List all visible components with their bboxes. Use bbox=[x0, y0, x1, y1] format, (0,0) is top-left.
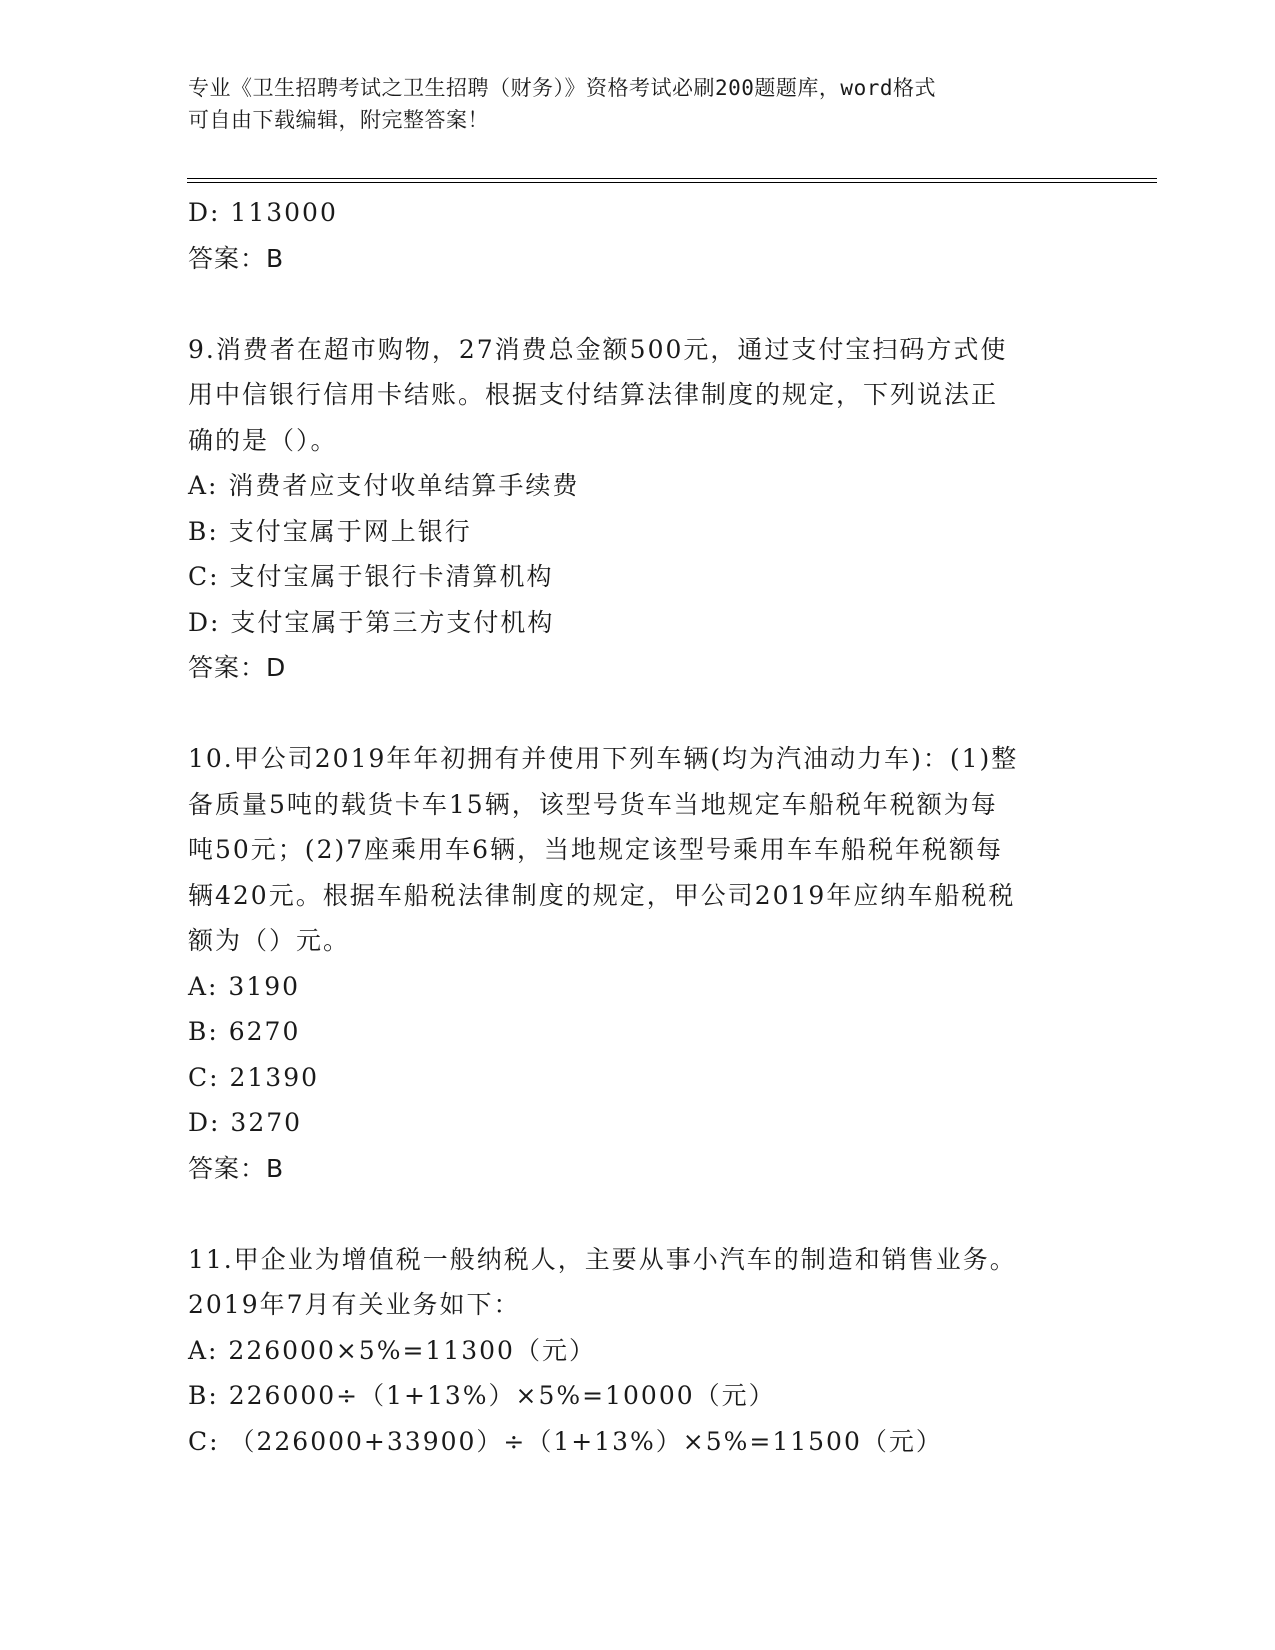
q11-option-c: C: （226000+33900）÷（1+13%）×5%=11500（元） bbox=[188, 1426, 943, 1456]
q10-option-a: A: 3190 bbox=[188, 971, 301, 1001]
q11-option-a: A: 226000×5%=11300（元） bbox=[188, 1335, 596, 1365]
header-divider-bottom bbox=[187, 182, 1157, 183]
q8-option-d: D: 113000 bbox=[188, 198, 338, 227]
q9-option-b: B: 支付宝属于网上银行 bbox=[188, 516, 472, 546]
spacer bbox=[188, 691, 1088, 737]
header-title-line-1: 专业《卫生招聘考试之卫生招聘（财务）》资格考试必刷200题题库，word格式 bbox=[188, 76, 936, 100]
question-content bbox=[188, 190, 1088, 1464]
q11-stem-line-2: 2019年7月有关业务如下： bbox=[188, 1290, 521, 1319]
page-header bbox=[188, 72, 1088, 136]
q9-stem-line-3: 确的是（）。 bbox=[188, 425, 338, 455]
q9-option-c: C: 支付宝属于银行卡清算机构 bbox=[188, 562, 554, 591]
q10-option-d: D: 3270 bbox=[188, 1108, 303, 1137]
q9-stem-line-1: 9.消费者在超市购物，27消费总金额500元，通过支付宝扫码方式使 bbox=[188, 334, 1008, 364]
q10-stem-line-3: 吨50元；(2)7座乘用车6辆，当地规定该型号乘用车车船税年税额每 bbox=[188, 835, 1004, 864]
header-divider-top bbox=[187, 178, 1157, 179]
q10-option-b: B: 6270 bbox=[188, 1017, 301, 1046]
q10-answer: 答案：B bbox=[188, 1153, 285, 1183]
q9-answer: 答案：D bbox=[188, 653, 287, 682]
q10-stem-line-1: 10.甲公司2019年年初拥有并使用下列车辆(均为汽油动力车)：(1)整 bbox=[188, 744, 1019, 773]
q10-stem-line-5: 额为（）元。 bbox=[188, 926, 351, 955]
q8-answer: 答案：B bbox=[188, 243, 285, 273]
q9-option-d: D: 支付宝属于第三方支付机构 bbox=[188, 607, 555, 637]
q11-stem-line-1: 11.甲企业为增值税一般纳税人，主要从事小汽车的制造和销售业务。 bbox=[188, 1244, 1017, 1274]
q10-stem-line-2: 备质量5吨的载货卡车15辆，该型号货车当地规定车船税年税额为每 bbox=[188, 789, 998, 819]
q10-stem-line-4: 辆420元。根据车船税法律制度的规定，甲公司2019年应纳车船税税 bbox=[188, 880, 1016, 910]
q9-option-a: A: 消费者应支付收单结算手续费 bbox=[188, 471, 580, 500]
spacer bbox=[188, 1191, 1088, 1237]
q11-option-b: B: 226000÷（1+13%）×5%=10000（元） bbox=[188, 1381, 776, 1410]
spacer bbox=[188, 281, 1088, 327]
q10-option-c: C: 21390 bbox=[188, 1062, 320, 1092]
q9-stem-line-2: 用中信银行信用卡结账。根据支付结算法律制度的规定，下列说法正 bbox=[188, 380, 999, 409]
header-title-line-2: 可自由下载编辑，附完整答案！ bbox=[188, 108, 489, 132]
